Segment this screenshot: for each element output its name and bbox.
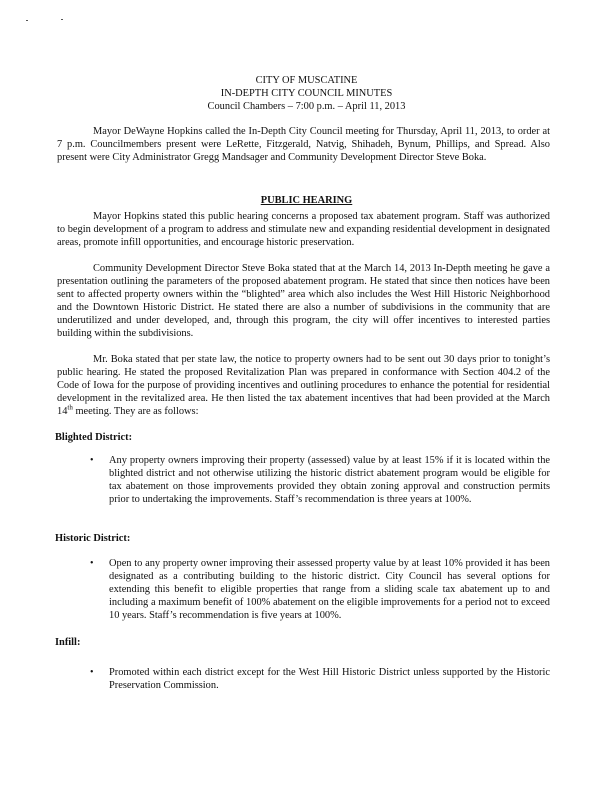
bullet-icon: •	[90, 455, 94, 466]
infill-heading: Infill:	[55, 637, 81, 648]
bullet-icon: •	[90, 558, 94, 569]
list-item: Promoted within each district except for the West Hill Historic District unless supported by the Historic Preservation Commission.	[109, 667, 550, 691]
list-item: Open to any property owner improving their assessed property value by at least 10% provided it has been designated as a contributing building to the historic district. City Council has several options for extending this benefit to eligible properties that range from a sliding scale tax abatement up to and including a maximum benefit of 100% abatement on the eligible improvements for a period not to exceed 10 years. Staff’s recommendation is five years at 100%.	[109, 558, 550, 621]
list-item: Any property owners improving their property (assessed) value by at least 15% if it is located within the blighted district and not otherwise utilizing the historic district abatement program would be eligible for tax abatement on those improvements provided they obtain zoning approval and construction permits prior to undertaking the improvements. Staff’s recommendation is three years at 100%.	[109, 455, 550, 505]
meeting-details: Council Chambers – 7:00 p.m. – April 11, 2013	[207, 101, 406, 112]
scan-artifact	[26, 20, 28, 21]
paragraph-text: Mr. Boka stated that per state law, the notice to property owners had to be sent out 30 days prior to tonight’s public hearing. He stated the proposed Revitalization Plan was prepared in conformance with Section 404.2 of the Code of Iowa for the purpose of providing incentives and outlining procedures to enhance the potential for residential development in the revitalized area. He then listed the tax abatement incentives that had been provided at the March 14	[57, 354, 550, 417]
ordinal-suffix: th	[67, 403, 73, 412]
scan-artifact	[61, 19, 63, 20]
paragraph-text: meeting. They are as follows:	[72, 406, 199, 417]
document-title: IN-DEPTH CITY COUNCIL MINUTES	[220, 88, 393, 99]
city-name: CITY OF MUSCATINE	[255, 75, 358, 86]
paragraph	[57, 353, 550, 418]
bullet-icon: •	[90, 667, 94, 678]
intro-paragraph: Mayor DeWayne Hopkins called the In-Depth City Council meeting for Thursday, April 11, 2013, to order at 7 p.m. Councilmembers present were LeRette, Fitzgerald, Natvig, Shihadeh, Bynum, Phillips, and Spread. Also present were City Administrator Gregg Mandsager and Community Development Director Steve Boka.	[57, 126, 550, 163]
paragraph: Community Development Director Steve Boka stated that at the March 14, 2013 In-Depth meeting he gave a presentation outlining the parameters of the proposed abatement program. He stated that since then notices have been sent to affected property owners within the “blighted” area which also includes the West Hill Historic Neighborhood and the Downtown Historic District. He stated there are also a number of subdivisions in the community that are underutilized and under developed, and, through this program, the city will offer incentives to interested parties building within the subdivisions.	[57, 263, 550, 339]
section-title: PUBLIC HEARING	[260, 195, 353, 206]
historic-district-heading: Historic District:	[55, 533, 131, 544]
blighted-district-heading: Blighted District:	[55, 432, 133, 443]
paragraph: Mayor Hopkins stated this public hearing concerns a proposed tax abatement program. Staff was authorized to begin development of a program to address and stimulate new and expanding residential development in designated areas, promote infill opportunities, and encourage historic preservation.	[57, 211, 550, 248]
